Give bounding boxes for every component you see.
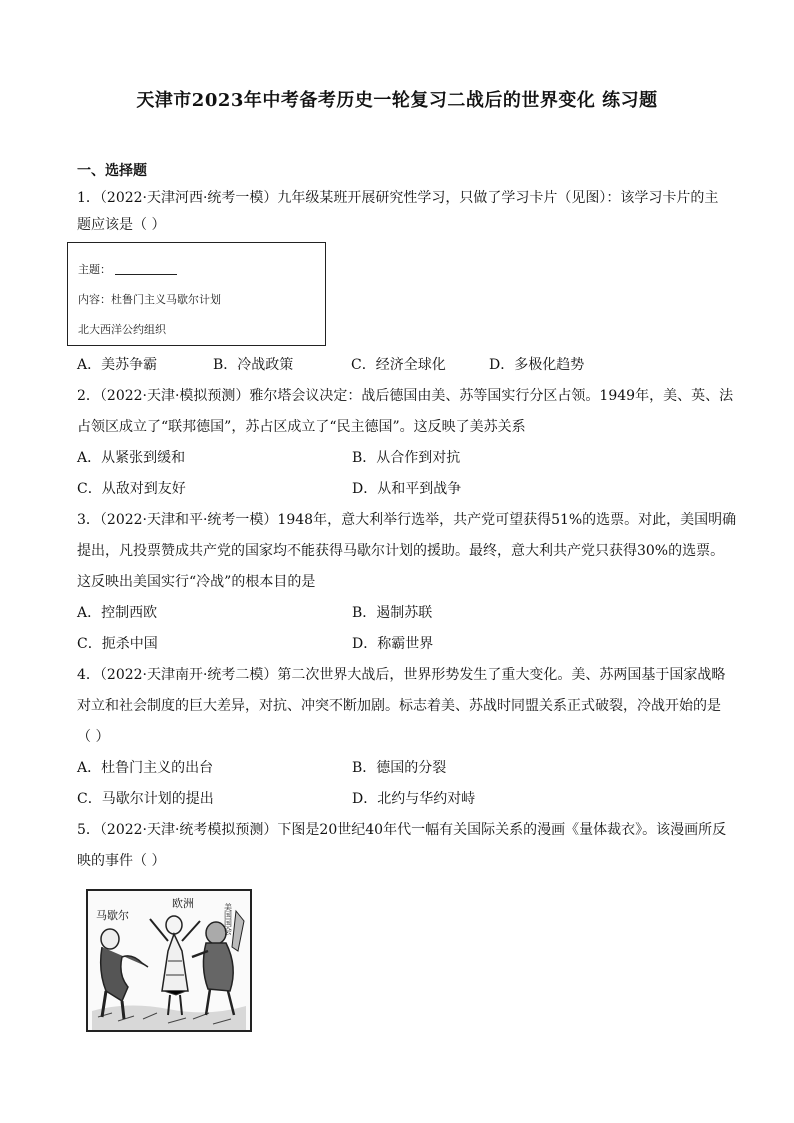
sign-board [232,911,244,951]
q4-stem-line-1: 4．（2022·天津南开·统考二模）第二次世界大战后，世界形势发生了重大变化。美、苏两国基于国家战略 [77,667,726,683]
study-card-topic [78,261,177,277]
q3-stem-line-1: 3．（2022·天津和平·统考一模）1948年，意大利举行选举，共产党可望获得51%的选票。对此，美国明确 [77,512,737,528]
cartoon-label-left: 马歇尔 [96,909,129,922]
q1-option-d: D．多极化趋势 [489,357,585,373]
q2-option-c: C．从敌对到友好 [77,481,186,497]
q3-option-a: A．控制西欧 [77,605,158,621]
q2-stem-line-2: 占领区成立了“联邦德国”，苏占区成立了“民主德国”。这反映了美苏关系 [77,419,526,435]
left-figure-body [101,947,148,1001]
q2-option-a: A．从紧张到缓和 [77,450,186,466]
q4-option-a: A．杜鲁门主义的出台 [77,760,214,776]
q4-option-c: C．马歇尔计划的提出 [77,791,214,807]
cartoon-drawing [88,891,250,1030]
q2-option-d: D．从和平到战争 [352,481,462,497]
q3-option-b: B．遏制苏联 [352,605,433,621]
q1-stem-line-1: 1．（2022·天津河西·统考一模）九年级某班开展研究性学习，只做了学习卡片（见图）：该学习卡片的主 [77,190,719,206]
section-heading: 一、选择题 [77,163,147,179]
q4-stem-line-3: （ ） [77,729,110,745]
page-title: 天津市2023年中考备考历史一轮复习二战后的世界变化 练习题 [136,90,658,111]
q3-stem-line-3: 这反映出美国实行“冷战”的根本目的是 [77,574,316,590]
study-card-topic-label: 主题： [78,263,111,276]
q1-option-c: C．经济全球化 [351,357,446,373]
q1-option-b: B．冷战政策 [213,357,294,373]
q5-stem-line-2: 映的事件（ ） [77,853,166,869]
study-card-content: 内容：杜鲁门主义马歇尔计划 [78,293,221,306]
cartoon-label-right: 美国国会 [223,903,233,935]
cartoon-image [86,889,252,1032]
study-card [67,242,326,346]
q5-stem-line-1: 5．（2022·天津·统考模拟预测）下图是20世纪40年代一幅有关国际关系的漫画《量体裁衣》。该漫画所反 [77,822,727,838]
left-figure-head [101,929,119,949]
q3-option-c: C．扼杀中国 [77,636,158,652]
q4-option-d: D．北约与华约对峙 [352,791,476,807]
q3-stem-line-2: 提出，凡投票赞成共产党的国家均不能获得马歇尔计划的援助。最终，意大利共产党只获得30%的选票。 [77,543,725,559]
cartoon-label-middle: 欧洲 [172,897,194,910]
q3-option-d: D．称霸世界 [352,636,434,652]
q2-option-b: B．从合作到对抗 [352,450,461,466]
q1-option-a: A．美苏争霸 [77,357,158,373]
middle-figure-dress [162,934,188,991]
q4-option-b: B．德国的分裂 [352,760,447,776]
topic-blank [115,274,177,275]
q4-stem-line-2: 对立和社会制度的巨大差异，对抗、冲突不断加剧。标志着美、苏战时同盟关系正式破裂，冷战开始的是 [77,698,721,714]
q2-stem-line-1: 2．（2022·天津·模拟预测）雅尔塔会议决定：战后德国由美、苏等国实行分区占领。1949年，美、英、法 [77,388,734,404]
study-card-content-2: 北大西洋公约组织 [78,323,166,336]
right-figure-body [203,943,233,991]
q1-stem-line-2: 题应该是（ ） [77,217,166,233]
middle-figure-head [166,916,182,934]
